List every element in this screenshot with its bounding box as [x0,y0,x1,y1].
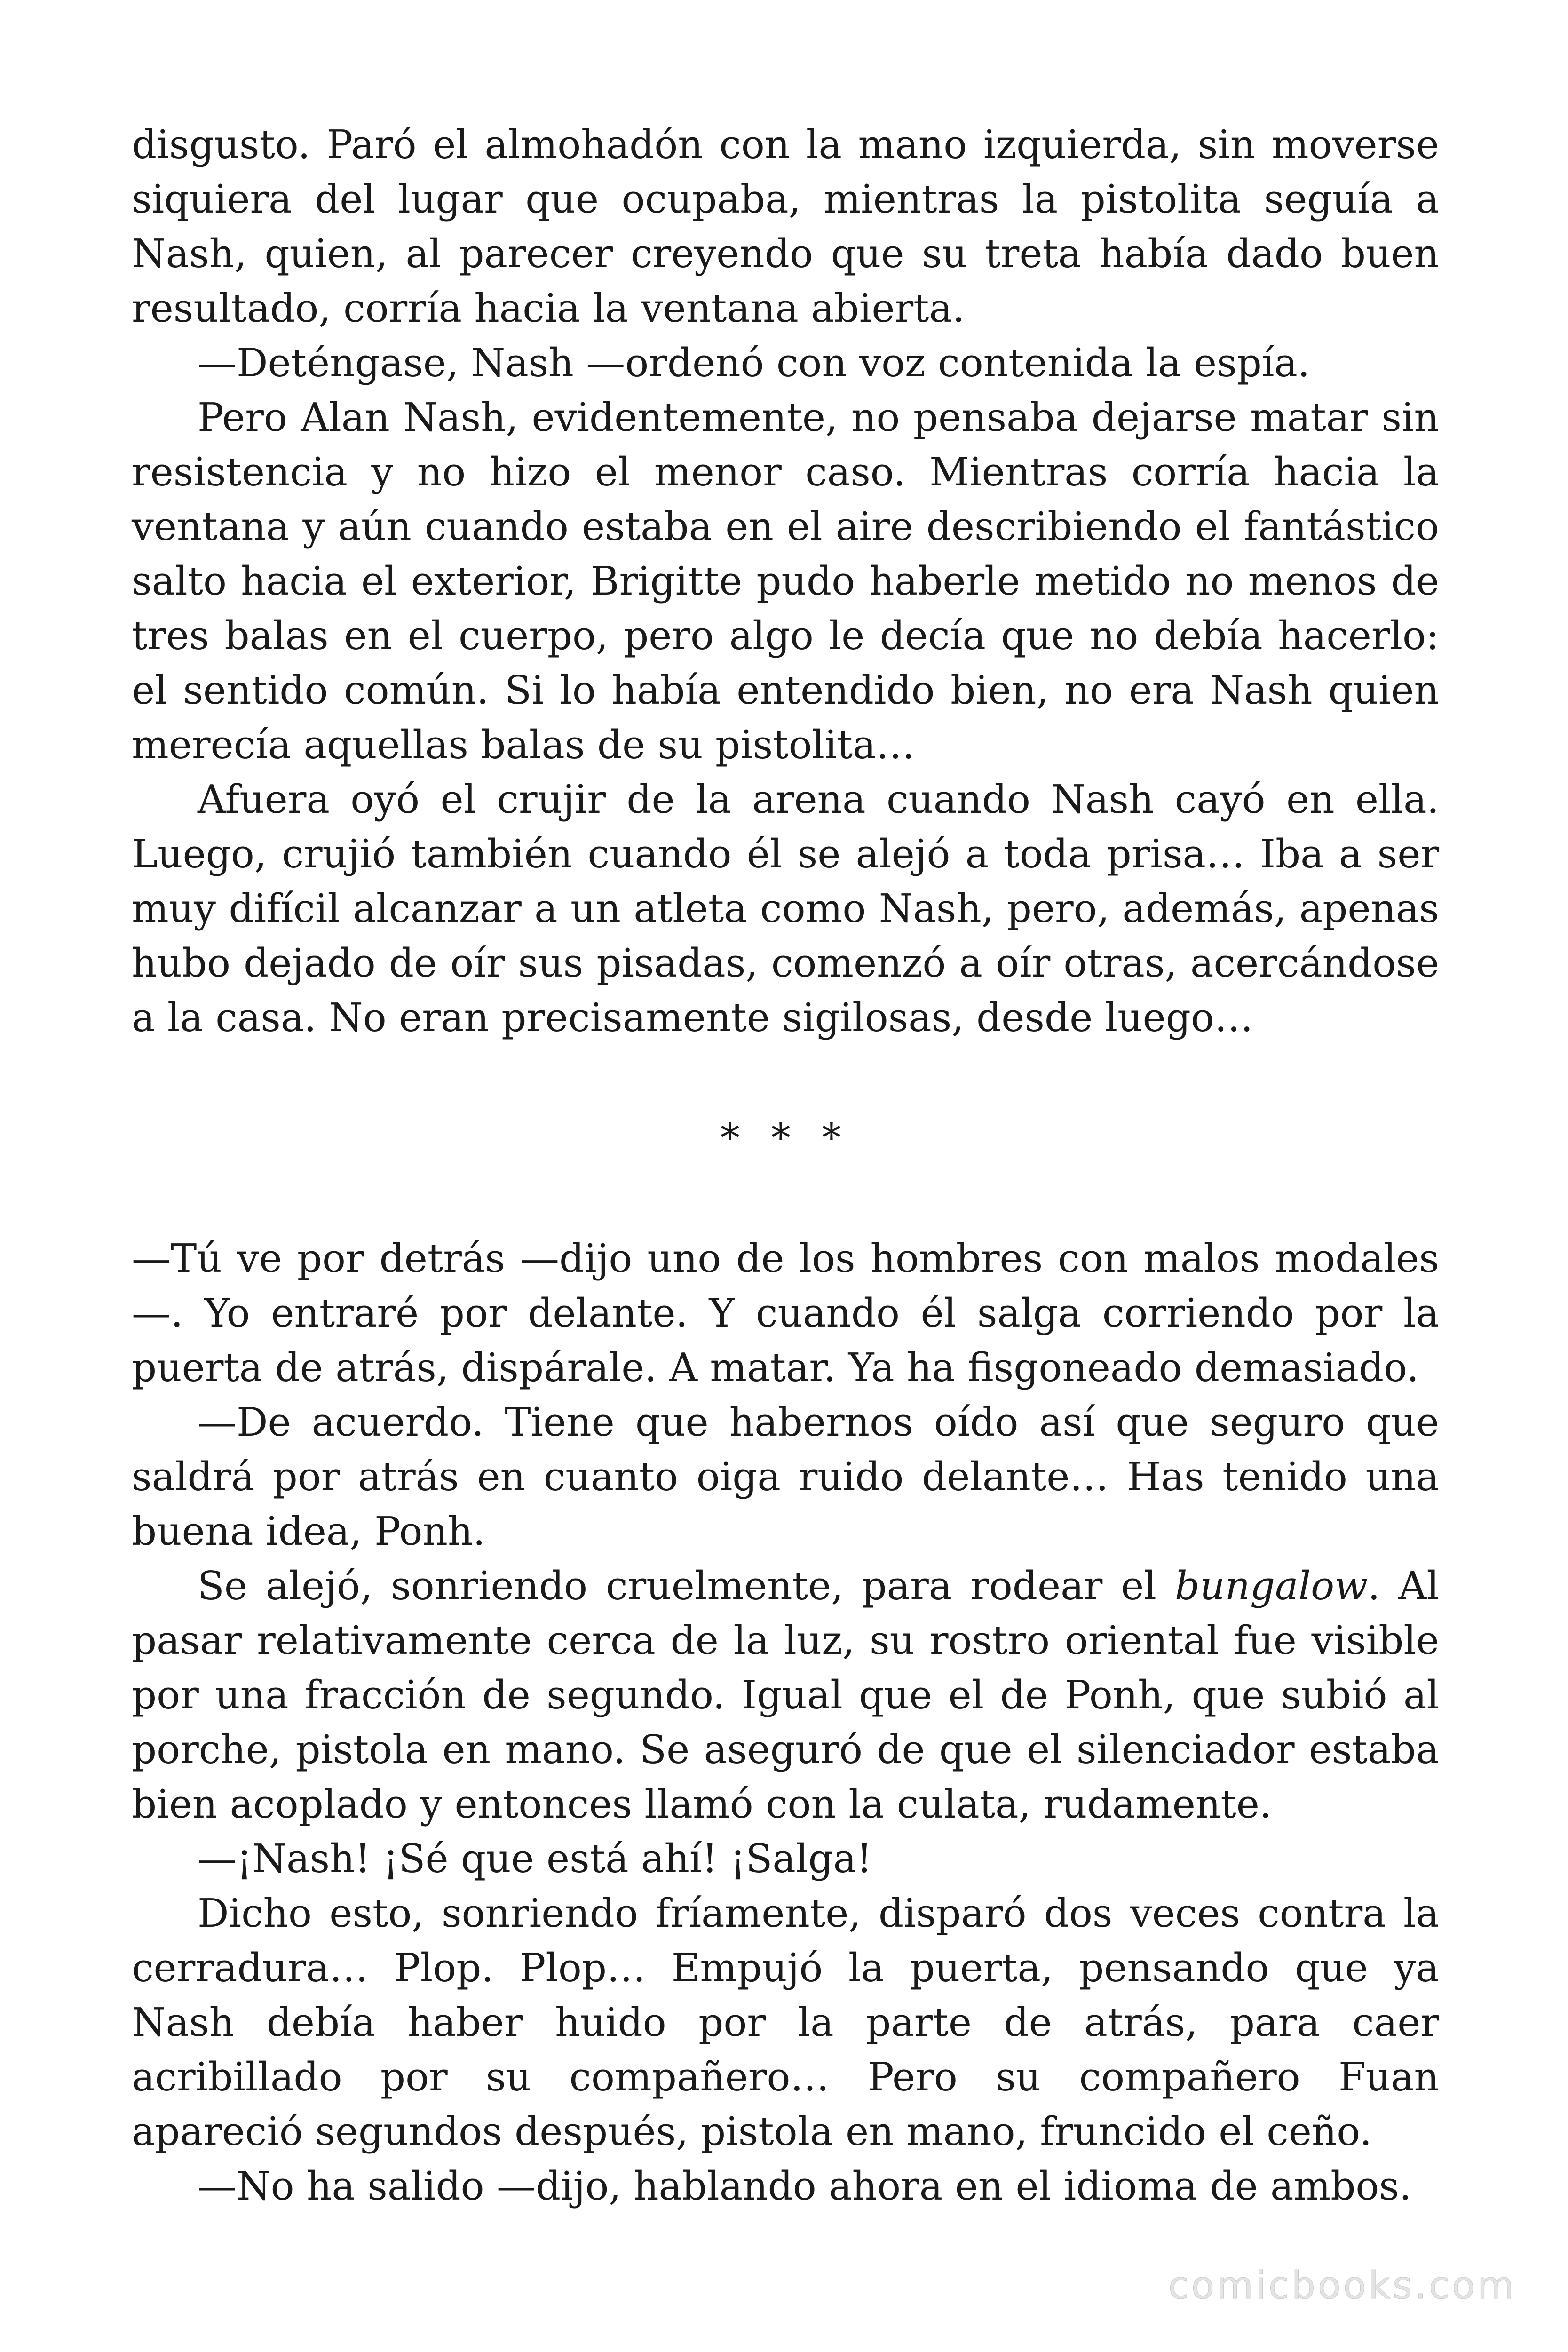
paragraph: Afuera oyó el crujir de la arena cuando Nash cayó en ella. Luego, crujió también cuando él se alejó a toda prisa… Iba a ser muy difícil alcanzar a un atleta como Nash, pero, además, apenas hubo dejado de oír sus pisadas, comenzó a oír otras, acercándose a la casa. No eran precisamente sigilosas, desde luego… [132,777,1439,1041]
paragraph: —De acuerdo. Tiene que habernos oído así que seguro que saldrá por atrás en cuanto oiga ruido delante… Has tenido una buena idea, Ponh. [132,1399,1439,1554]
text-run: Se alejó, sonriendo cruelmente, para rodear el [198,1563,1175,1609]
paragraph: Dicho esto, sonriendo fríamente, disparó dos veces contra la cerradura… Plop. Plop… Empujó la puerta, pensando que ya Nash debía haber huido por la parte de atrás, para caer acribillado por su compañero… Pero su compañero Fuan apareció segundos después, pistola en mano, fruncido el ceño. [132,1891,1439,2154]
section-separator: * * * [720,1115,851,1161]
watermark-text: comicbooks.com [1168,2264,1516,2307]
paragraph: disgusto. Paró el almohadón con la mano izquierda, sin moverse siquiera del lugar que ocupaba, mientras la pistolita seguía a Nash, quien, al parecer creyendo que su treta había dado buen resultado, corría hacia la ventana abierta. [132,122,1439,331]
paragraph: Pero Alan Nash, evidentemente, no pensaba dejarse matar sin resistencia y no hizo el menor caso. Mientras corría hacia la ventana y aún cuando estaba en el aire describiendo el fantástico salto hacia el exterior, Brigitte pudo haberle metido no menos de tres balas en el cuerpo, pero algo le decía que no debía hacerlo: el sentido común. Si lo había entendido bien, no era Nash quien merecía aquellas balas de su pistolita… [132,395,1439,768]
italic-word: bungalow [1174,1563,1368,1609]
paragraph: —Tú ve por detrás —dijo uno de los hombres con malos modales—. Yo entraré por delante. Y cuando él salga corriendo por la puerta de atrás, dispárale. A matar. Ya ha fisgoneado demasiado. [132,1236,1439,1391]
text-block-1 [132,118,1439,1045]
paragraph: —Deténgase, Nash —ordenó con voz contenida la espía. [198,340,1310,386]
text-run: . Al pasar relativamente cerca de la luz, su rostro oriental fue visible por una fracción de segundo. Igual que el de Ponh, que subió al porche, pistola en mano. Se aseguró de que el silenciador estaba bien acoplado y entonces llamó con la culata, rudamente. [132,1563,1439,1827]
paragraph: —No ha salido —dijo, hablando ahora en el idioma de ambos. [198,2163,1412,2209]
paragraph: —¡Nash! ¡Sé que está ahí! ¡Salga! [198,1836,872,1882]
paragraph-bungalow [132,1559,1439,1832]
text-block-2 [132,1232,1439,2214]
book-page [132,118,1439,2214]
